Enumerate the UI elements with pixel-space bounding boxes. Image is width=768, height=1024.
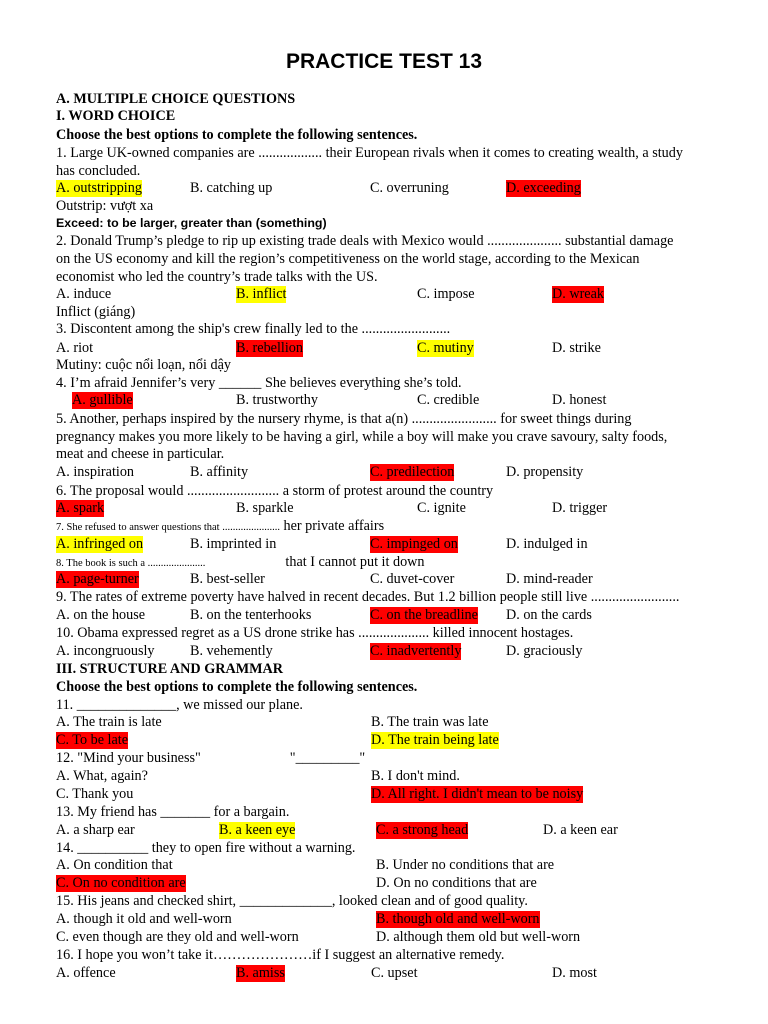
q11-option-b: B. The train was late xyxy=(371,714,489,730)
section-i-heading: I. WORD CHOICE xyxy=(56,108,176,124)
question-4-text: 4. I’m afraid Jennifer’s very ______ She believes everything she’s told. xyxy=(56,375,462,391)
q9-option-c: C. on the breadline xyxy=(370,607,478,623)
q4-option-b: B. trustworthy xyxy=(236,392,318,408)
q1-option-b: B. catching up xyxy=(190,180,273,196)
q2-option-d: D. wreak xyxy=(552,286,604,302)
question-9-text: 9. The rates of extreme poverty have halved in recent decades. But 1.2 billion people still live ......................... xyxy=(56,589,680,605)
q6-option-c: C. ignite xyxy=(417,500,466,516)
question-2-text-cont2: economist who led the country’s trade talks with the US. xyxy=(56,269,378,285)
q14-option-a: A. On condition that xyxy=(56,857,173,873)
q2-option-c: C. impose xyxy=(417,286,475,302)
q14-option-d: D. On no conditions that are xyxy=(376,875,537,891)
q8-option-d: D. mind-reader xyxy=(506,571,593,587)
question-8-text xyxy=(56,554,425,571)
q3-option-c: C. mutiny xyxy=(417,340,474,356)
q11-option-a: A. The train is late xyxy=(56,714,162,730)
q4-option-d: D. honest xyxy=(552,392,607,408)
question-1-text: 1. Large UK-owned companies are .................. their European rivals when it comes to creating wealth, a study xyxy=(56,145,683,161)
q7-option-a: A. infringed on xyxy=(56,536,144,552)
q13-option-c: C. a strong head xyxy=(376,822,469,838)
q15-option-b: B. though old and well-worn xyxy=(376,911,540,927)
question-16-text: 16. I hope you won’t take it…………………if I suggest an alternative remedy. xyxy=(56,947,505,963)
question-14-text: 14. __________ they to open fire without a warning. xyxy=(56,840,356,856)
q11-option-c: C. To be late xyxy=(56,732,129,748)
q12-text-part-1: 12. "Mind your business" xyxy=(56,750,201,766)
q14-option-c: C. On no condition are xyxy=(56,875,186,891)
question-7-text xyxy=(56,518,384,535)
q5-option-b: B. affinity xyxy=(190,464,249,480)
q15-option-d: D. although them old but well-worn xyxy=(376,929,581,945)
q13-option-a: A. a sharp ear xyxy=(56,822,135,838)
q16-option-d: D. most xyxy=(552,965,597,981)
q11-option-d: D. The train being late xyxy=(371,732,499,748)
q8-option-b: B. best-seller xyxy=(190,571,265,587)
q12-option-b: B. I don't mind. xyxy=(371,768,460,784)
q6-option-b: B. sparkle xyxy=(236,500,294,516)
q8-text-part-1: 8. The book is such a ...................... xyxy=(56,558,206,569)
q4-option-a: A. gullible xyxy=(72,392,133,408)
q7-option-d: D. indulged in xyxy=(506,536,588,552)
q5-option-a: A. inspiration xyxy=(56,464,135,480)
q9-option-d: D. on the cards xyxy=(506,607,592,623)
section-a-heading: A. MULTIPLE CHOICE QUESTIONS xyxy=(56,91,296,107)
q3-note: Mutiny: cuộc nổi loạn, nổi dậy xyxy=(56,357,231,373)
question-5-text: 5. Another, perhaps inspired by the nursery rhyme, is that a(n) ........................ for sweet things during xyxy=(56,411,632,427)
q3-option-b: B. rebellion xyxy=(236,340,303,356)
q7-option-b: B. imprinted in xyxy=(190,536,277,552)
q2-option-a: A. induce xyxy=(56,286,112,302)
question-5-text-cont: pregnancy makes you more likely to be having a girl, while a boy will make you crave savoury, salty foods, xyxy=(56,429,668,445)
q7-text-part-2: her private affairs xyxy=(279,518,385,534)
q16-option-b: B. amiss xyxy=(236,965,285,981)
question-11-text: 11. ______________, we missed our plane. xyxy=(56,697,303,713)
q12-option-d: D. All right. I didn't mean to be noisy xyxy=(371,786,584,802)
q12-option-c: C. Thank you xyxy=(56,786,134,802)
q13-option-d: D. a keen ear xyxy=(543,822,618,838)
q1-option-d: D. exceeding xyxy=(506,180,581,196)
q8-text-part-2: that I cannot put it down xyxy=(285,554,425,570)
q16-option-a: A. offence xyxy=(56,965,116,981)
q1-option-c: C. overruning xyxy=(370,180,449,196)
q10-option-b: B. vehemently xyxy=(190,643,273,659)
section-iii-instruction: Choose the best options to complete the following sentences. xyxy=(56,679,418,695)
q12-text-part-2: "_________" xyxy=(289,750,366,766)
question-6-text: 6. The proposal would .......................... a storm of protest around the country xyxy=(56,483,494,499)
q6-option-a: A. spark xyxy=(56,500,105,516)
q4-option-c: C. credible xyxy=(417,392,480,408)
question-2-text-cont: on the US economy and kill the region’s competitiveness on the world stage, according to the Mexican xyxy=(56,251,640,267)
q10-option-d: D. graciously xyxy=(506,643,583,659)
q3-option-d: D. strike xyxy=(552,340,601,356)
q6-option-d: D. trigger xyxy=(552,500,608,516)
q15-option-a: A. though it old and well-worn xyxy=(56,911,232,927)
question-5-text-cont2: meat and cheese in particular. xyxy=(56,446,225,462)
q5-option-d: D. propensity xyxy=(506,464,584,480)
q7-text-part-1: 7. She refused to answer questions that ...................... xyxy=(56,522,280,533)
question-2-text: 2. Donald Trump’s pledge to rip up existing trade deals with Mexico would ..................... substantial damage xyxy=(56,233,674,249)
q10-option-c: C. inadvertently xyxy=(370,643,462,659)
question-12-text xyxy=(56,750,365,767)
q1-note-2: Exceed: to be larger, greater than (something) xyxy=(56,216,327,230)
q2-note: Inflict (giáng) xyxy=(56,304,136,320)
q12-option-a: A. What, again? xyxy=(56,768,148,784)
q8-option-a: A. page-turner xyxy=(56,571,139,587)
q7-option-c: C. impinged on xyxy=(370,536,458,552)
q10-option-a: A. incongruously xyxy=(56,643,155,659)
q8-option-c: C. duvet-cover xyxy=(370,571,455,587)
q5-option-c: C. predilection xyxy=(370,464,455,480)
question-13-text: 13. My friend has _______ for a bargain. xyxy=(56,804,290,820)
section-iii-heading: III. STRUCTURE AND GRAMMAR xyxy=(56,661,284,677)
q9-option-a: A. on the house xyxy=(56,607,146,623)
q1-note-1: Outstrip: vượt xa xyxy=(56,198,154,214)
question-10-text: 10. Obama expressed regret as a US drone strike has .................... killed innocent hostages. xyxy=(56,625,574,641)
page-title: PRACTICE TEST 13 xyxy=(285,50,483,73)
q9-option-b: B. on the tenterhooks xyxy=(190,607,312,623)
q13-option-b: B. a keen eye xyxy=(219,822,296,838)
question-15-text: 15. His jeans and checked shirt, _____________, looked clean and of good quality. xyxy=(56,893,528,909)
q14-option-b: B. Under no conditions that are xyxy=(376,857,555,873)
q1-option-a: A. outstripping xyxy=(56,180,142,196)
section-i-instruction: Choose the best options to complete the following sentences. xyxy=(56,127,418,143)
q2-option-b: B. inflict xyxy=(236,286,287,302)
question-1-text-cont: has concluded. xyxy=(56,163,141,179)
q15-option-c: C. even though are they old and well-worn xyxy=(56,929,299,945)
question-3-text: 3. Discontent among the ship's crew finally led to the ......................... xyxy=(56,321,451,337)
q3-option-a: A. riot xyxy=(56,340,94,356)
q16-option-c: C. upset xyxy=(371,965,418,981)
